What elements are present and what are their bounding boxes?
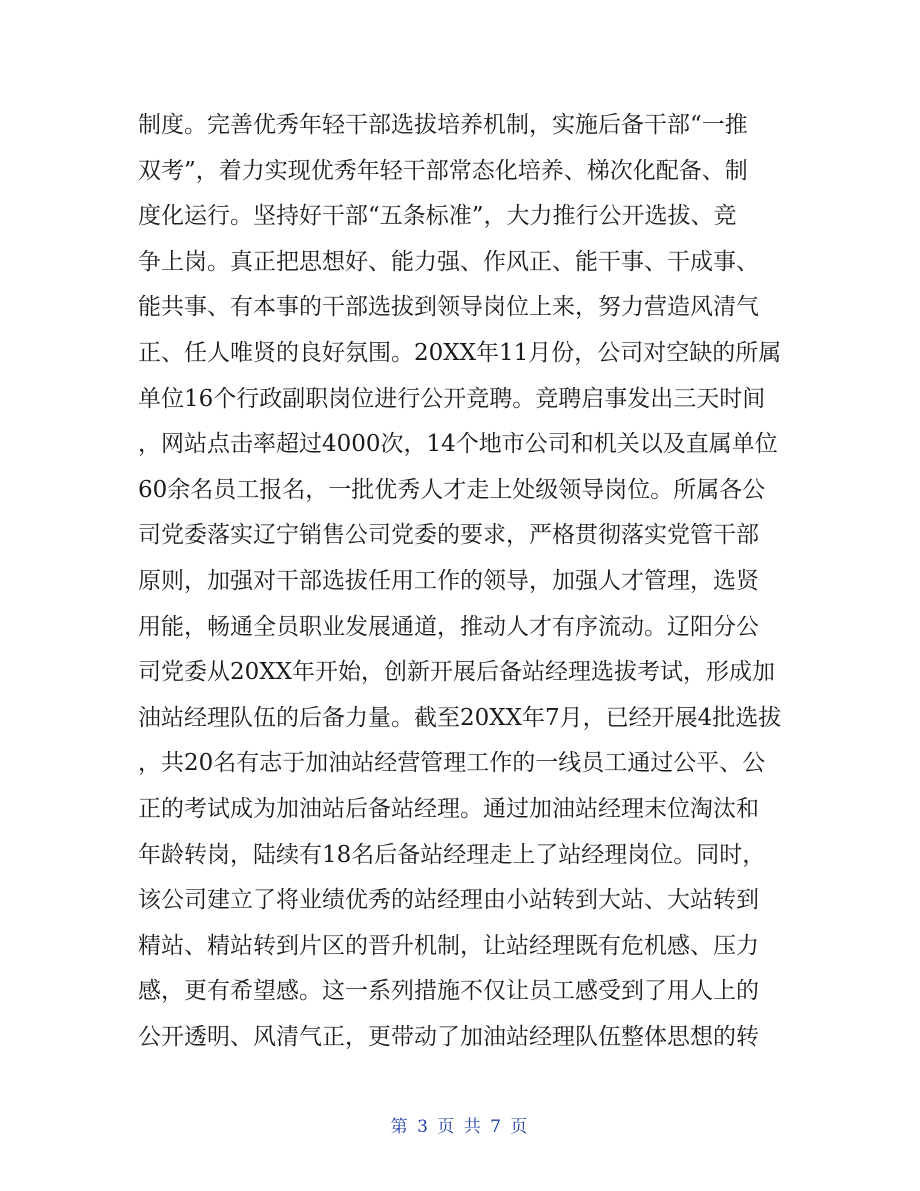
text-line: 感，更有希望感。这一系列措施不仅让员工感受到了用人上的 [138,978,759,1005]
text-line: 原则，加强对干部选拔任用工作的领导，加强人才管理，选贤 [138,567,759,594]
text-line: 该公司建立了将业绩优秀的站经理由小站转到大站、大站转到 [138,887,759,914]
text-line: ，共20名有志于加油站经营管理工作的一线员工通过公平、公 [138,750,766,777]
text-line: 司党委落实辽宁销售公司党委的要求，严格贯彻落实党管干部 [138,522,759,549]
body-paragraph [138,103,788,1060]
text-line: 制度。完善优秀年轻干部选拔培养机制，实施后备干部“一推 [138,112,748,138]
text-line: 年龄转岗，陆续有18名后备站经理走上了站经理岗位。同时， [138,841,766,868]
text-line: 公开透明、风清气正，更带动了加油站经理队伍整体思想的转 [138,1023,759,1050]
text-line: 度化运行。坚持好干部“五条标准”，大力推行公开选拔、竞 [138,203,737,230]
text-line: 60余名员工报名，一批优秀人才走上处级领导岗位。所属各公 [138,476,766,503]
text-line: 正、任人唯贤的良好氛围。20XX年11月份，公司对空缺的所属 [138,339,782,366]
text-line: ，网站点击率超过4000次，14个地市公司和机关以及直属单位 [138,431,778,458]
text-line: 司党委从20XX年开始，创新开展后备站经理选拔考试，形成加 [138,659,776,686]
text-line: 争上岗。真正把思想好、能力强、作风正、能干事、干成事、 [138,248,759,275]
text-line: 用能，畅通全员职业发展通道，推动人才有序流动。辽阳分公 [138,613,759,640]
page-number-footer: 第 3 页 共 7 页 [390,1117,530,1137]
text-line: 正的考试成为加油站后备站经理。通过加油站经理末位淘汰和 [138,795,759,822]
text-line: 油站经理队伍的后备力量。截至20XX年7月，已经开展4批选拔 [138,704,782,731]
text-line: 单位16个行政副职岗位进行公开竞聘。竞聘启事发出三天时间 [138,385,766,412]
text-line: 能共事、有本事的干部选拔到领导岗位上来，努力营造风清气 [138,294,759,321]
text-line: 精站、精站转到片区的晋升机制，让站经理既有危机感、压力 [138,932,759,959]
text-line: 双考”，着力实现优秀年轻干部常态化培养、梯次化配备、制 [138,157,748,184]
